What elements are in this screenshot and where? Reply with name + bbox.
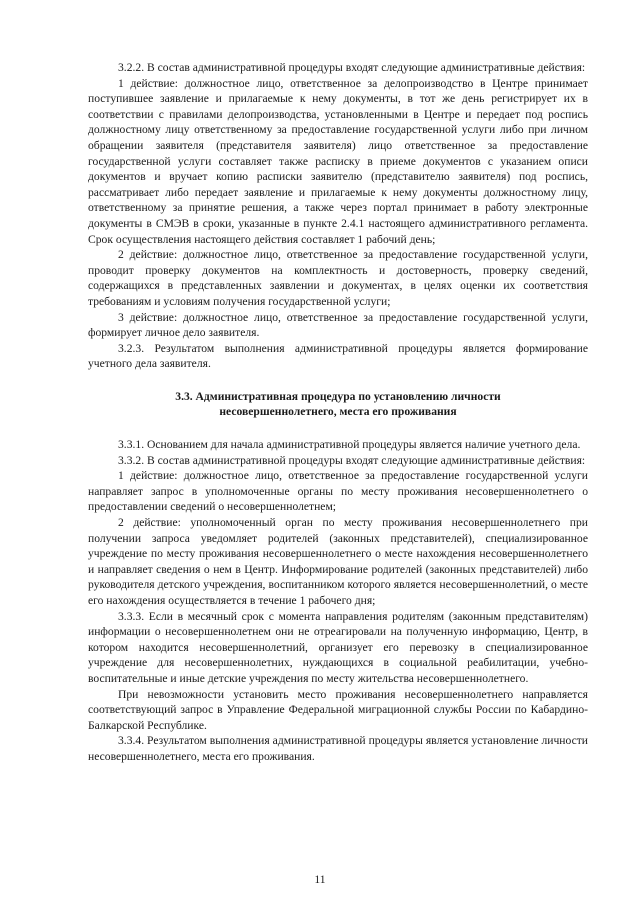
paragraph-3-3-action-2: 2 действие: уполномоченный орган по месту проживания несовершеннолетнего при получении запроса уведомляет родителей (законных представителей), специализированное учреждение по месту проживания несовершеннолетнего о месте нахождения несовершеннолетнего и направляет сведения о нем в Центр. Информирование родителей (законных представителей) либо руководителя детского учреждения, воспитанником которого является несовершеннолетний, о месте его нахождения осуществляется в течение 1 рабочего дня;: [88, 516, 588, 607]
section-3-2-continuation: [88, 60, 588, 372]
section-3-3: [88, 437, 588, 764]
paragraph-3-3-1: 3.3.1. Основанием для начала административной процедуры является наличие учетного дела.: [118, 438, 581, 452]
section-heading-line-2: несовершеннолетнего, места его проживания: [219, 405, 457, 419]
paragraph-action-3: 3 действие: должностное лицо, ответственное за предоставление государственной услуги, формирует личное дело заявителя.: [88, 310, 588, 340]
paragraph-3-3-2: 3.3.2. В состав административной процедуры входят следующие административные действия:: [118, 453, 586, 467]
paragraph-impossible-location: При невозможности установить место проживания несовершеннолетнего направляется соответствующий запрос в Управление Федеральной миграционной службы России по Кабардино-Балкарской Республике.: [88, 687, 588, 732]
paragraph-3-2-2: 3.2.2. В состав административной процедуры входят следующие административные действия:: [118, 61, 586, 74]
spacer: [88, 420, 588, 437]
paragraph-action-2: 2 действие: должностное лицо, ответственное за предоставление государственной услуги, проводит проверку документов на комплектность и достоверность, проверку сведений, содержащихся в представленных заявлении и документах, в целях оценки их соответствия требованиям и условиям получения государственной услуги;: [88, 248, 588, 308]
paragraph-3-2-3: 3.2.3. Результатом выполнения административной процедуры является формирование учетного дела заявителя.: [88, 341, 588, 371]
paragraph-3-3-3: 3.3.3. Если в месячный срок с момента направления родителям (законным представителям) информации о несовершеннолетнем они не отреагировали на полученную информацию, Центр, в котором находится несовершеннолетний, организует его перевозку в специализированное учреждение для несовершеннолетних, нуждающихся в социальной реабилитации, учебно-воспитательные и иные детские учреждения по месту жительства несовершеннолетнего.: [88, 609, 588, 685]
page-number: 11: [314, 873, 326, 886]
paragraph-3-3-action-1: 1 действие: должностное лицо, ответственное за предоставление государственной услуги направляет запрос в уполномоченные органы по месту проживания несовершеннолетнего о предоставлении сведений о несовершеннолетнем;: [88, 469, 588, 514]
paragraph-3-3-4: 3.3.4. Результатом выполнения административной процедуры является установление личности несовершеннолетнего, места его проживания.: [88, 734, 588, 763]
section-heading-line-1: 3.3. Административная процедура по установлению личности: [175, 389, 501, 403]
section-heading: [88, 389, 588, 420]
spacer: [88, 372, 588, 389]
paragraph-action-1: 1 действие: должностное лицо, ответственное за делопроизводство в Центре принимает поступившее заявление и прилагаемые к нему документы, в тот же день регистрирует их в соответствии с правилами делопроизводства, установленными в Центре и передает под роспись должностному лицу ответственному за предоставление государственной услуги либо при личном обращении заявителя (представителя заявителя) лицо ответственное за предоставление государственной услуги составляет также расписку в приеме документов с указанием описи документов и вручает копию расписки заявителю (представителю заявителя) под роспись, рассматривает либо передает заявление и прилагаемые к нему документы должностному лицу, ответственному за принятие решения, а также через портал принимает в работу электронные документы в СМЭВ в сроки, указанные в пункте 2.4.1 настоящего административного регламента. Срок осуществления настоящего действия составляет 1 рабочий день;: [88, 76, 588, 246]
